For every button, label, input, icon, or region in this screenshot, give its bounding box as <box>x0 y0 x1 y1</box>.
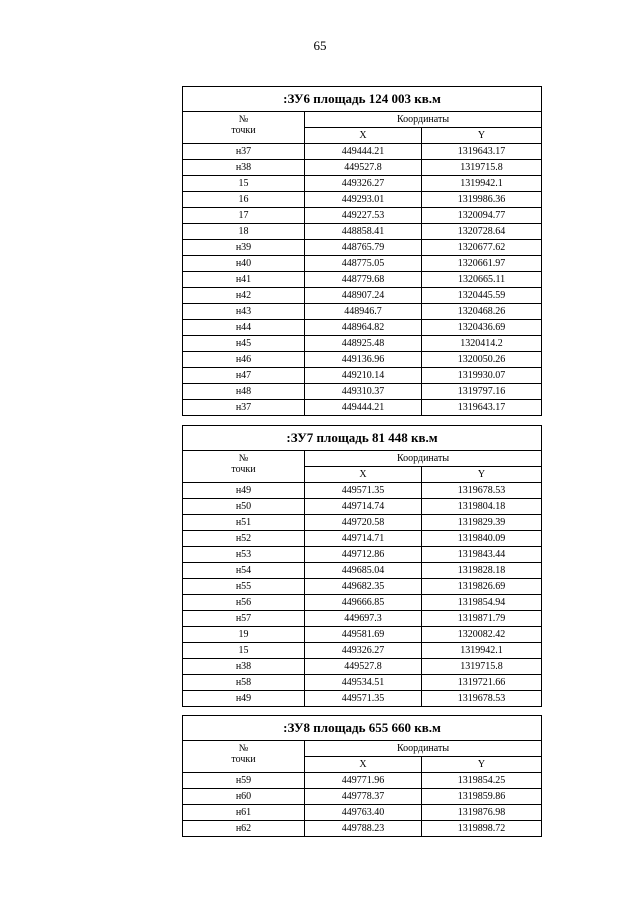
point-number-cell: н37 <box>183 400 305 416</box>
y-coordinate-cell: 1320665.11 <box>422 272 542 288</box>
x-coordinate-cell: 449293.01 <box>305 192 422 208</box>
point-number-cell: 17 <box>183 208 305 224</box>
y-coordinate-cell: 1319826.69 <box>422 579 542 595</box>
table-row <box>183 208 542 224</box>
table-title: :ЗУ6 площадь 124 003 кв.м <box>183 87 542 112</box>
y-coordinate-cell: 1319829.39 <box>422 515 542 531</box>
x-column-header: X <box>305 128 422 144</box>
x-coordinate-cell: 448765.79 <box>305 240 422 256</box>
coordinates-table-zu7 <box>182 425 542 707</box>
x-coordinate-cell: 449720.58 <box>305 515 422 531</box>
x-coordinate-cell: 449714.71 <box>305 531 422 547</box>
table-row <box>183 272 542 288</box>
x-coordinate-cell: 449771.96 <box>305 773 422 789</box>
point-number-cell: н60 <box>183 789 305 805</box>
table-row <box>183 288 542 304</box>
y-coordinate-cell: 1319828.18 <box>422 563 542 579</box>
number-sign-label: № <box>238 453 249 464</box>
x-coordinate-cell: 449697.3 <box>305 611 422 627</box>
y-coordinate-cell: 1320468.26 <box>422 304 542 320</box>
y-coordinate-cell: 1319898.72 <box>422 821 542 837</box>
table-row <box>183 304 542 320</box>
table-row <box>183 144 542 160</box>
y-coordinate-cell: 1319643.17 <box>422 400 542 416</box>
x-coordinate-cell: 449714.74 <box>305 499 422 515</box>
point-number-cell: 19 <box>183 627 305 643</box>
table-row <box>183 352 542 368</box>
y-column-header: Y <box>422 467 542 483</box>
y-coordinate-cell: 1319854.94 <box>422 595 542 611</box>
y-coordinate-cell: 1319843.44 <box>422 547 542 563</box>
point-number-cell: н38 <box>183 659 305 675</box>
table-row <box>183 531 542 547</box>
page-number: 65 <box>313 38 327 53</box>
point-number-cell: н42 <box>183 288 305 304</box>
x-coordinate-cell: 448858.41 <box>305 224 422 240</box>
point-number-cell: н52 <box>183 531 305 547</box>
point-number-cell: н39 <box>183 240 305 256</box>
point-number-cell: 15 <box>183 643 305 659</box>
y-coordinate-cell: 1319942.1 <box>422 643 542 659</box>
table-row <box>183 320 542 336</box>
point-number-cell: 15 <box>183 176 305 192</box>
y-coordinate-cell: 1320414.2 <box>422 336 542 352</box>
x-coordinate-cell: 449527.8 <box>305 659 422 675</box>
point-number-cell: н57 <box>183 611 305 627</box>
point-number-cell: 16 <box>183 192 305 208</box>
y-coordinate-cell: 1320094.77 <box>422 208 542 224</box>
table-row <box>183 643 542 659</box>
table-title: :ЗУ7 площадь 81 448 кв.м <box>183 426 542 451</box>
table-body <box>183 144 542 416</box>
y-coordinate-cell: 1319986.36 <box>422 192 542 208</box>
point-number-cell: н40 <box>183 256 305 272</box>
y-coordinate-cell: 1319678.53 <box>422 483 542 499</box>
number-sign-label: № <box>238 114 249 125</box>
point-number-cell: н61 <box>183 805 305 821</box>
y-coordinate-cell: 1319721.66 <box>422 675 542 691</box>
point-number-cell: н56 <box>183 595 305 611</box>
x-coordinate-cell: 449227.53 <box>305 208 422 224</box>
point-number-cell: 18 <box>183 224 305 240</box>
table-row <box>183 256 542 272</box>
x-coordinate-cell: 449685.04 <box>305 563 422 579</box>
point-number-header <box>183 741 305 773</box>
y-coordinate-cell: 1319797.16 <box>422 384 542 400</box>
y-column-header: Y <box>422 757 542 773</box>
point-number-cell: н49 <box>183 483 305 499</box>
point-number-cell: н38 <box>183 160 305 176</box>
point-number-cell: н51 <box>183 515 305 531</box>
y-coordinate-cell: 1319876.98 <box>422 805 542 821</box>
point-label: точки <box>231 464 256 475</box>
table-row <box>183 483 542 499</box>
x-coordinate-cell: 448925.48 <box>305 336 422 352</box>
point-number-cell: н48 <box>183 384 305 400</box>
y-coordinate-cell: 1320661.97 <box>422 256 542 272</box>
coordinates-header: Координаты <box>305 112 542 128</box>
table-body <box>183 773 542 837</box>
table-row <box>183 611 542 627</box>
point-number-cell: н49 <box>183 691 305 707</box>
table-row <box>183 659 542 675</box>
x-column-header: X <box>305 757 422 773</box>
table-row <box>183 336 542 352</box>
table-row <box>183 547 542 563</box>
table-row <box>183 192 542 208</box>
x-coordinate-cell: 449310.37 <box>305 384 422 400</box>
x-coordinate-cell: 449571.35 <box>305 691 422 707</box>
x-coordinate-cell: 448775.05 <box>305 256 422 272</box>
y-coordinate-cell: 1319854.25 <box>422 773 542 789</box>
y-column-header: Y <box>422 128 542 144</box>
number-sign-label: № <box>238 743 249 754</box>
table-row <box>183 563 542 579</box>
x-coordinate-cell: 449763.40 <box>305 805 422 821</box>
x-coordinate-cell: 448964.82 <box>305 320 422 336</box>
coordinates-table-zu6 <box>182 86 542 416</box>
x-coordinate-cell: 449581.69 <box>305 627 422 643</box>
y-coordinate-cell: 1319715.8 <box>422 659 542 675</box>
x-coordinate-cell: 449326.27 <box>305 176 422 192</box>
x-coordinate-cell: 448907.24 <box>305 288 422 304</box>
table-row <box>183 400 542 416</box>
y-coordinate-cell: 1319871.79 <box>422 611 542 627</box>
x-coordinate-cell: 449136.96 <box>305 352 422 368</box>
y-coordinate-cell: 1320436.69 <box>422 320 542 336</box>
y-coordinate-cell: 1320050.26 <box>422 352 542 368</box>
point-number-cell: н53 <box>183 547 305 563</box>
point-number-cell: н62 <box>183 821 305 837</box>
table-row <box>183 773 542 789</box>
table-title: :ЗУ8 площадь 655 660 кв.м <box>183 716 542 741</box>
point-number-cell: н37 <box>183 144 305 160</box>
point-number-cell: н55 <box>183 579 305 595</box>
y-coordinate-cell: 1319930.07 <box>422 368 542 384</box>
table-row <box>183 821 542 837</box>
table-row <box>183 805 542 821</box>
table-row <box>183 176 542 192</box>
y-coordinate-cell: 1320677.62 <box>422 240 542 256</box>
point-number-header <box>183 112 305 144</box>
table-row <box>183 515 542 531</box>
y-coordinate-cell: 1319859.86 <box>422 789 542 805</box>
x-coordinate-cell: 449712.86 <box>305 547 422 563</box>
point-number-cell: н43 <box>183 304 305 320</box>
y-coordinate-cell: 1319678.53 <box>422 691 542 707</box>
x-coordinate-cell: 449210.14 <box>305 368 422 384</box>
point-number-cell: н45 <box>183 336 305 352</box>
y-coordinate-cell: 1319643.17 <box>422 144 542 160</box>
point-number-cell: н47 <box>183 368 305 384</box>
x-coordinate-cell: 449571.35 <box>305 483 422 499</box>
coordinates-header: Координаты <box>305 741 542 757</box>
point-number-cell: н50 <box>183 499 305 515</box>
x-coordinate-cell: 449682.35 <box>305 579 422 595</box>
table-row <box>183 789 542 805</box>
table-row <box>183 499 542 515</box>
point-number-header <box>183 451 305 483</box>
point-number-cell: н46 <box>183 352 305 368</box>
point-number-cell: н59 <box>183 773 305 789</box>
x-coordinate-cell: 448779.68 <box>305 272 422 288</box>
table-row <box>183 595 542 611</box>
table-row <box>183 579 542 595</box>
table-row <box>183 224 542 240</box>
y-coordinate-cell: 1319840.09 <box>422 531 542 547</box>
x-coordinate-cell: 449666.85 <box>305 595 422 611</box>
coordinates-header: Координаты <box>305 451 542 467</box>
x-coordinate-cell: 449534.51 <box>305 675 422 691</box>
table-body <box>183 483 542 707</box>
y-coordinate-cell: 1319804.18 <box>422 499 542 515</box>
table-row <box>183 368 542 384</box>
y-coordinate-cell: 1320445.59 <box>422 288 542 304</box>
coordinates-table-zu8 <box>182 715 542 837</box>
table-row <box>183 160 542 176</box>
y-coordinate-cell: 1320082.42 <box>422 627 542 643</box>
x-coordinate-cell: 449788.23 <box>305 821 422 837</box>
x-coordinate-cell: 449326.27 <box>305 643 422 659</box>
table-row <box>183 384 542 400</box>
y-coordinate-cell: 1319715.8 <box>422 160 542 176</box>
table-row <box>183 240 542 256</box>
table-row <box>183 675 542 691</box>
y-coordinate-cell: 1319942.1 <box>422 176 542 192</box>
table-row <box>183 691 542 707</box>
x-coordinate-cell: 448946.7 <box>305 304 422 320</box>
point-number-cell: н58 <box>183 675 305 691</box>
x-coordinate-cell: 449778.37 <box>305 789 422 805</box>
point-number-cell: н44 <box>183 320 305 336</box>
x-column-header: X <box>305 467 422 483</box>
x-coordinate-cell: 449444.21 <box>305 144 422 160</box>
point-label: точки <box>231 125 256 136</box>
point-number-cell: н54 <box>183 563 305 579</box>
x-coordinate-cell: 449444.21 <box>305 400 422 416</box>
table-row <box>183 627 542 643</box>
point-number-cell: н41 <box>183 272 305 288</box>
y-coordinate-cell: 1320728.64 <box>422 224 542 240</box>
x-coordinate-cell: 449527.8 <box>305 160 422 176</box>
point-label: точки <box>231 754 256 765</box>
